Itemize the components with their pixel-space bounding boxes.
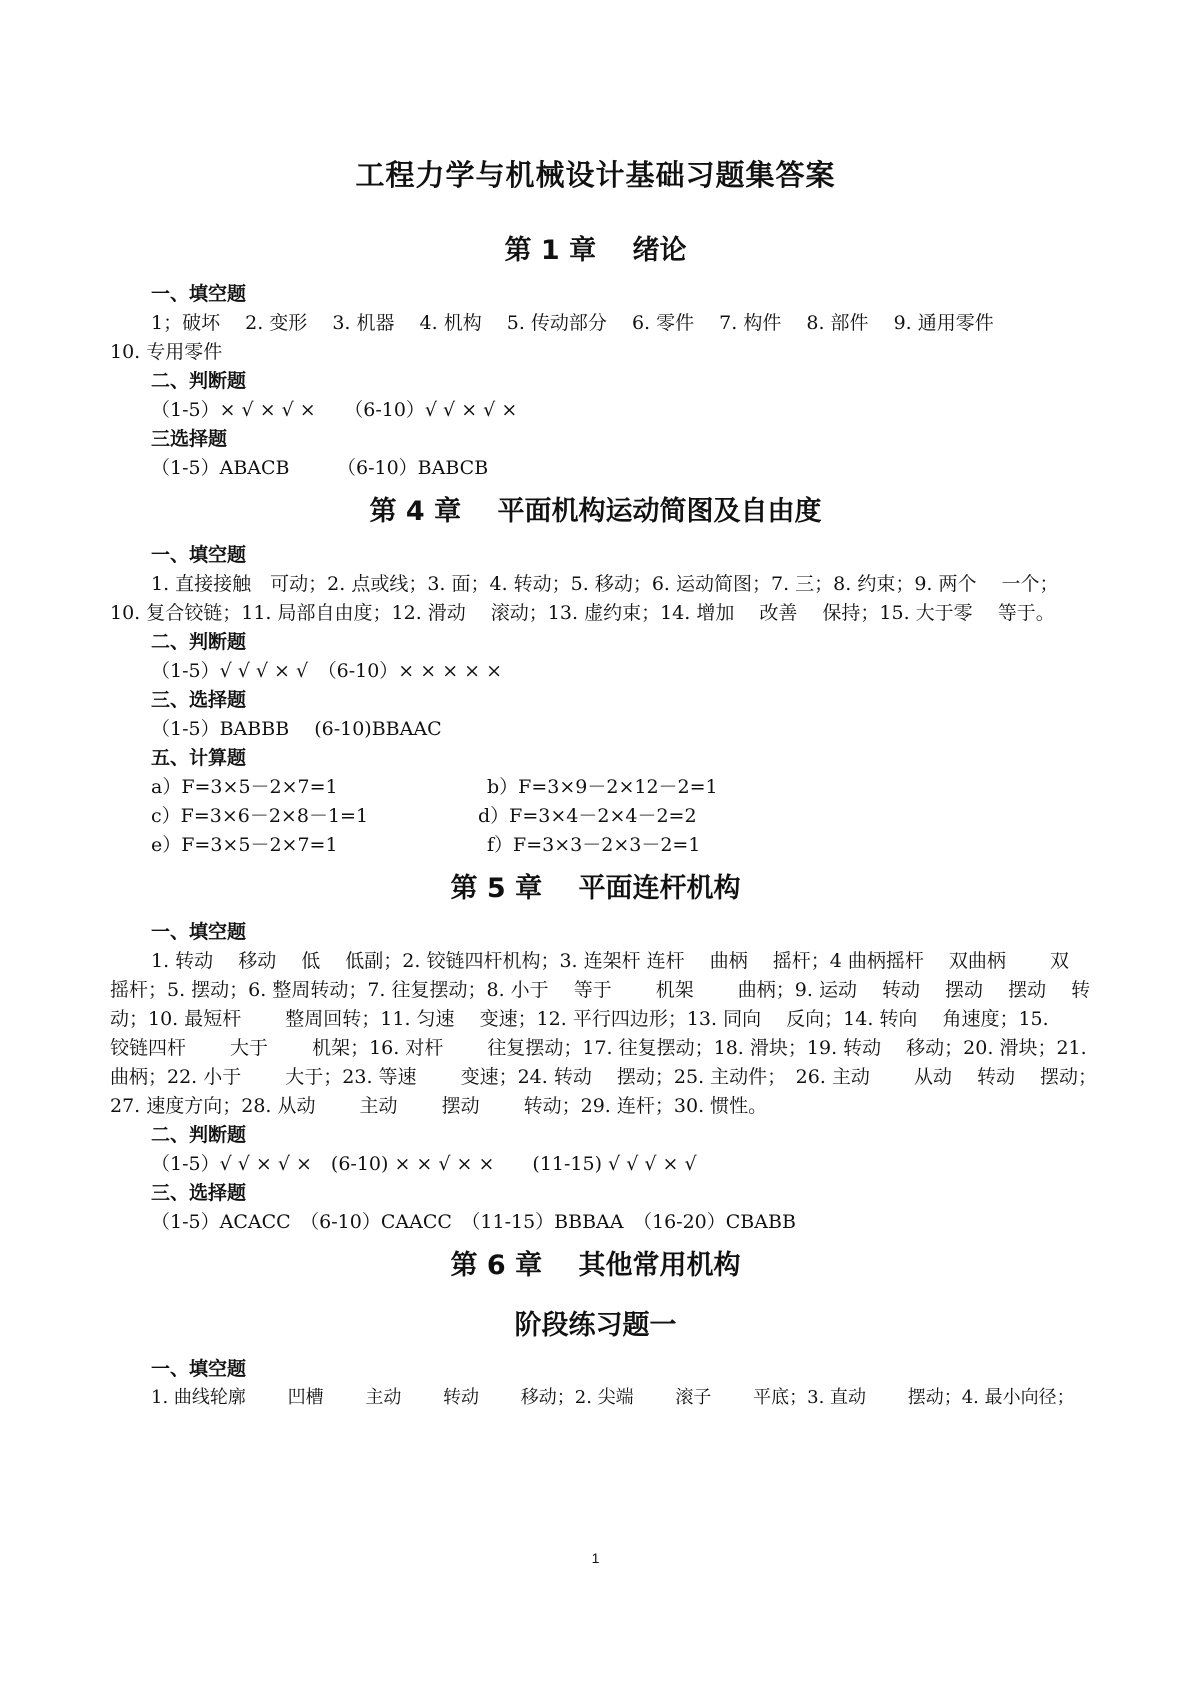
ch5-fill-blank-line-6: 27. 速度方向；28. 从动 主动 摆动 转动；29. 连杆；30. 惯性。 (110, 1095, 768, 1117)
ch6-fill-blank-heading: 一、填空题 (151, 1358, 247, 1380)
ch1-fill-blank-line-2: 10. 专用零件 (110, 341, 223, 363)
ch6-fill-blank-line-1: 1. 曲线轮廓 凹槽 主动 转动 移动；2. 尖端 滚子 平底；3. 直动 摆动；4. 最小向径； (151, 1387, 1075, 1408)
ch1-fill-blank-line-1: 1；破坏 2. 变形 3. 机器 4. 机构 5. 传动部分 6. 零件 7. 构件 8. 部件 9. 通用零件 (151, 312, 994, 334)
ch4-calc-e: e）F=3×5－2×7=1 (151, 834, 338, 856)
ch4-calc-d: d）F=3×4－2×4－2=2 (478, 805, 697, 827)
ch4-calc-c: c）F=3×6－2×8－1=1 (151, 805, 369, 827)
ch4-fill-blank-line-2: 10. 复合铰链；11. 局部自由度；12. 滑动 滚动；13. 虚约束；14. 增加 改善 保持；15. 大于零 等于。 (110, 602, 1055, 624)
ch4-calc-f: f）F=3×3－2×3－2=1 (487, 834, 701, 856)
ch4-judgment-answers: （1-5）√ √ √ × √ （6-10）× × × × × (151, 660, 503, 682)
ch5-fill-blank-line-2: 摇杆；5. 摆动；6. 整周转动；7. 往复摆动；8. 小于 等于 机架 曲柄；9. 运动 转动 摆动 摆动 转 (110, 979, 1091, 1001)
ch4-choice-answers: （1-5）BABBB (6-10)BBAAC (151, 718, 442, 740)
ch1-judgment-heading: 二、判断题 (151, 370, 247, 392)
ch5-fill-blank-heading: 一、填空题 (151, 921, 247, 943)
chapter-6-subheading: 阶段练习题一 (514, 1310, 677, 1341)
page-number: 1 (591, 1550, 600, 1566)
ch4-calc-b: b）F=3×9－2×12－2=1 (487, 776, 718, 798)
ch1-fill-blank-heading: 一、填空题 (151, 283, 247, 305)
ch4-calculation-heading: 五、计算题 (151, 747, 247, 769)
ch5-fill-blank-line-5: 曲柄；22. 小于 大于；23. 等速 变速；24. 转动 摆动；25. 主动件； 26. 主动 从动 转动 摆动； (110, 1066, 1098, 1088)
ch1-choice-answers: （1-5）ABACB （6-10）BABCB (151, 457, 489, 479)
ch1-choice-heading: 三选择题 (151, 428, 228, 450)
ch4-choice-heading: 三、选择题 (151, 689, 247, 711)
ch5-fill-blank-line-1: 1. 转动 移动 低 低副；2. 铰链四杆机构；3. 连架杆 连杆 曲柄 摇杆；4 曲柄摇杆 双曲柄 双 (151, 950, 1069, 972)
chapter-5-heading: 第 5 章 平面连杆机构 (450, 873, 741, 904)
ch5-fill-blank-line-3: 动；10. 最短杆 整周回转；11. 匀速 变速；12. 平行四边形；13. 同向 反向；14. 转向 角速度；15. (110, 1008, 1049, 1030)
ch4-judgment-heading: 二、判断题 (151, 631, 247, 653)
chapter-1-heading: 第 1 章 绪论 (504, 235, 687, 266)
ch5-fill-blank-line-4: 铰链四杆 大于 机架；16. 对杆 往复摆动；17. 往复摆动；18. 滑块；19. 转动 移动；20. 滑块；21. (110, 1037, 1087, 1059)
ch5-judgment-answers: （1-5）√ √ × √ × (6-10) × × √ × × (11-15) √ √ √ × √ (151, 1153, 697, 1175)
ch5-judgment-heading: 二、判断题 (151, 1124, 247, 1146)
ch1-judgment-answers: （1-5）× √ × √ × （6-10）√ √ × √ × (151, 399, 518, 421)
ch5-choice-heading: 三、选择题 (151, 1182, 247, 1204)
chapter-4-heading: 第 4 章 平面机构运动简图及自由度 (369, 496, 822, 527)
ch4-calc-a: a）F=3×5－2×7=1 (151, 776, 338, 798)
ch5-choice-answers: （1-5）ACACC （6-10）CAACC （11-15）BBBAA （16-20）CBABB (151, 1211, 796, 1233)
document-title: 工程力学与机械设计基础习题集答案 (355, 158, 836, 192)
chapter-6-heading: 第 6 章 其他常用机构 (450, 1250, 741, 1281)
ch4-fill-blank-line-1: 1. 直接接触 可动；2. 点或线；3. 面；4. 转动；5. 移动；6. 运动简图；7. 三；8. 约束；9. 两个 一个； (151, 573, 1059, 595)
ch4-fill-blank-heading: 一、填空题 (151, 544, 247, 566)
